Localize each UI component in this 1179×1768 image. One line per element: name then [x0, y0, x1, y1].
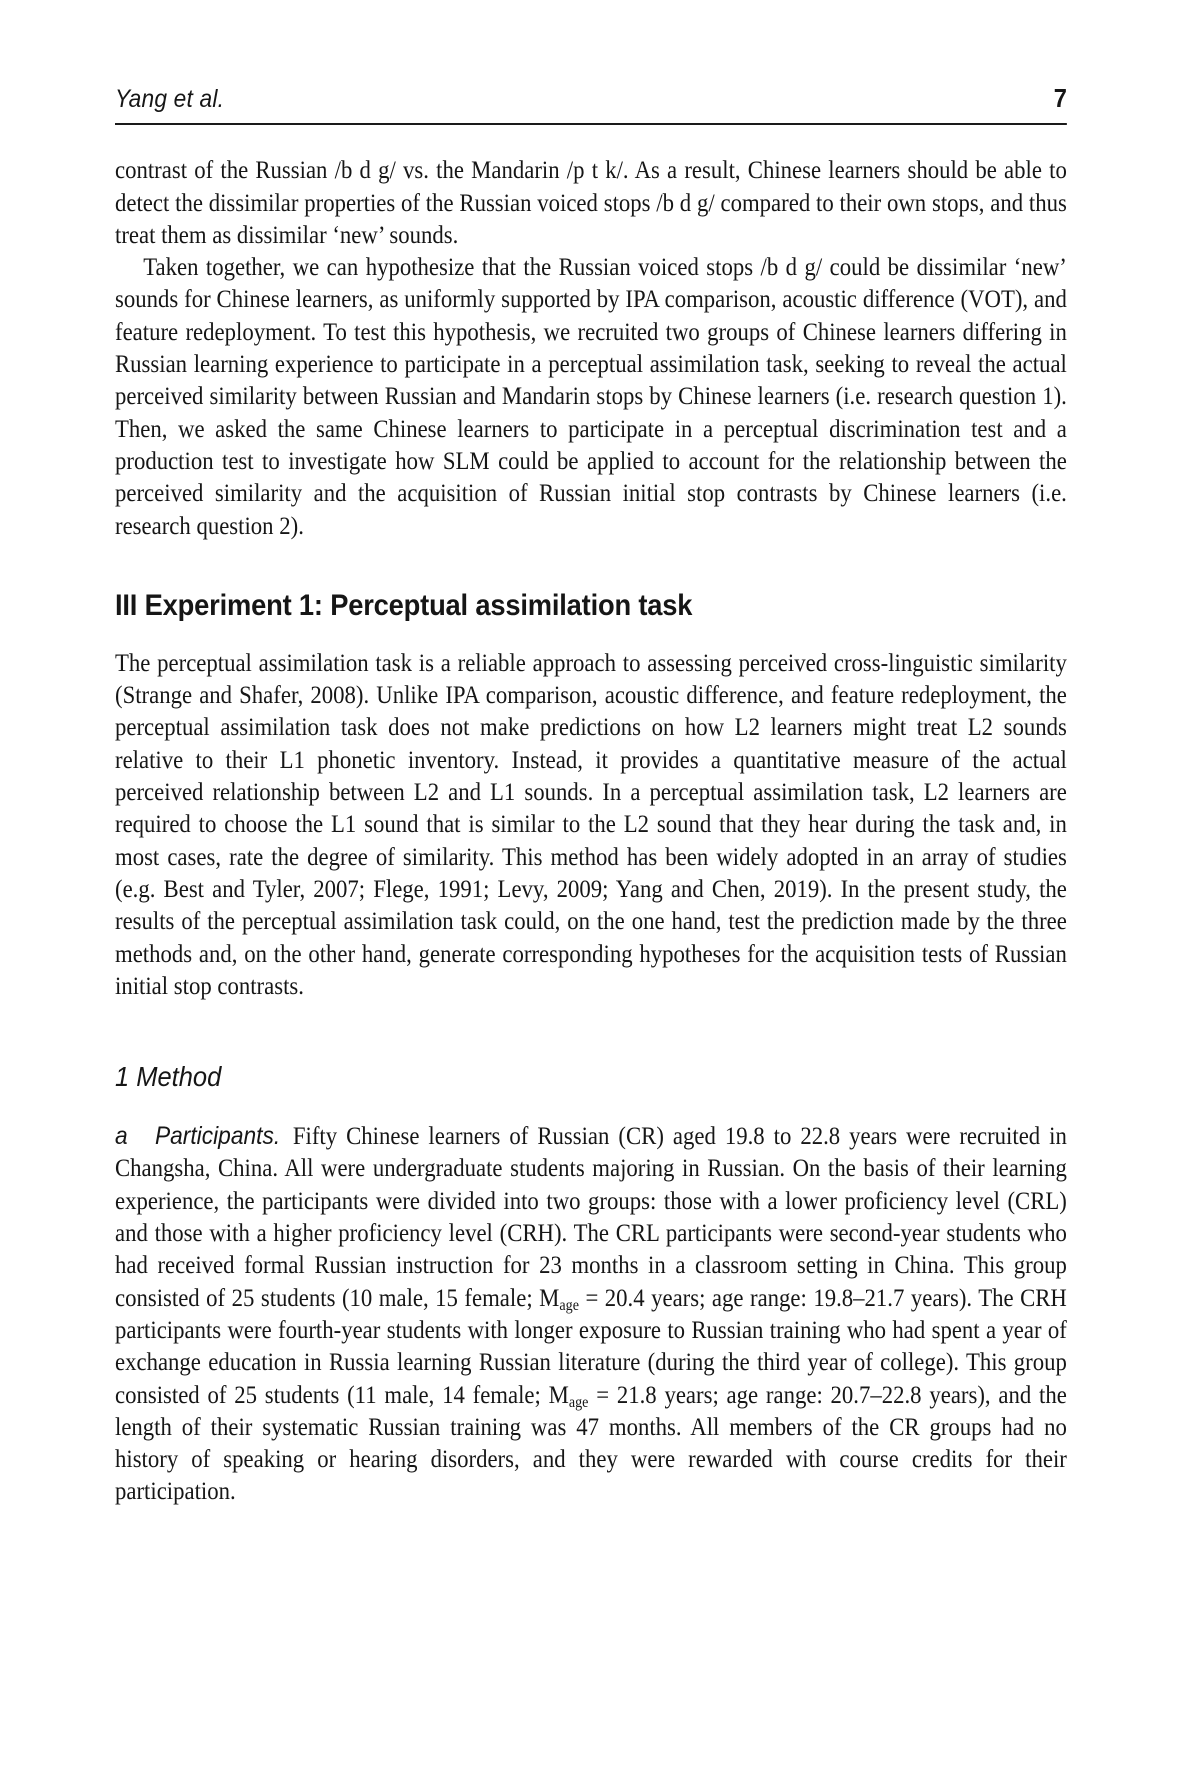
paragraph-participants — [115, 1120, 1067, 1509]
participants-item-label: a — [115, 1122, 128, 1151]
subscript-age-2: age — [568, 1393, 589, 1411]
paragraph-intro-continuation: contrast of the Russian /b d g/ vs. the Mandarin /p t k/. As a result, Chinese learners should be able to detect the dissimilar properties of the Russian voiced stops /b d g/ compared to their own stops, and thus treat them as dissimilar ‘new’ sounds. — [115, 157, 1067, 249]
participants-text-2: = 20.4 years; age range: 19.8–21.7 years). The CRH participants were fourth-year students with longer exposure to Russian training who had spent a year of exchange education in Russia learning Russian literature (during the third year of college). This group consisted of 25 students (11 male, 14 female; M — [115, 1284, 1067, 1409]
page-header — [115, 0, 1067, 115]
text-column — [115, 0, 1067, 1509]
running-title: Yang et al. — [115, 85, 225, 113]
subscript-age-1: age — [559, 1296, 579, 1314]
section-heading-experiment-1: III Experiment 1: Perceptual assimilation task — [115, 588, 693, 622]
participants-text-3: = 21.8 years; age range: 20.7–22.8 years), and the length of their systematic Russian training was 47 months. All members of the CR groups had no history of speaking or hearing disorders, and they were rewarded with course credits for their participation. — [115, 1381, 1067, 1506]
paragraph-perceptual-assimilation: The perceptual assimilation task is a reliable approach to assessing perceived cross-linguistic similarity (Strange and Shafer, 2008). Unlike IPA comparison, acoustic difference, and feature redeployment, the perceptual assimilation task does not make predictions on how L2 learners might treat L2 sounds relative to their L1 phonetic inventory. Instead, it provides a quantitative measure of the actual perceived relationship between L2 and L1 sounds. In a perceptual assimilation task, L2 learners are required to choose the L1 sound that is similar to the L2 sound that they hear during the task and, in most cases, rate the degree of similarity. This method has been widely adopted in an array of studies (e.g. Best and Tyler, 2007; Flege, 1991; Levy, 2009; Yang and Chen, 2019). In the present study, the results of the perceptual assimilation task could, on the one hand, test the prediction made by the three methods and, on the other hand, generate corresponding hypotheses for the acquisition tests of Russian initial stop contrasts. — [115, 649, 1067, 1000]
participants-run-in-heading: Participants. — [154, 1122, 281, 1151]
page-number: 7 — [1053, 83, 1067, 113]
subsection-heading-method: 1 Method — [115, 1061, 222, 1093]
participants-text-1: Fifty Chinese learners of Russian (CR) aged 19.8 to 22.8 years were recruited in Changsha, China. All were undergraduate students majoring in Russian. On the basis of their learning experience, the participants were divided into two groups: those with a lower proficiency level (CRL) and those with a higher proficiency level (CRH). The CRL participants were second-year students who had received formal Russian instruction for 23 months in a classroom setting in China. This group consisted of 25 students (10 male, 15 female; M — [115, 1123, 1067, 1312]
paragraph-hypothesis: Taken together, we can hypothesize that the Russian voiced stops /b d g/ could be dissimilar ‘new’ sounds for Chinese learners, as uniformly supported by IPA comparison, acoustic difference (VOT), and feature redeployment. To test this hypothesis, we recruited two groups of Chinese learners differing in Russian learning experience to participate in a perceptual assimilation task, seeking to reveal the actual perceived similarity between Russian and Mandarin stops by Chinese learners (i.e. research question 1). Then, we asked the same Chinese learners to participate in a perceptual discrimination test and a production test to investigate how SLM could be applied to account for the relationship between the perceived similarity and the acquisition of Russian initial stop contrasts by Chinese learners (i.e. research question 2). — [115, 254, 1067, 540]
article-body — [115, 155, 1067, 1508]
header-rule — [115, 123, 1067, 125]
